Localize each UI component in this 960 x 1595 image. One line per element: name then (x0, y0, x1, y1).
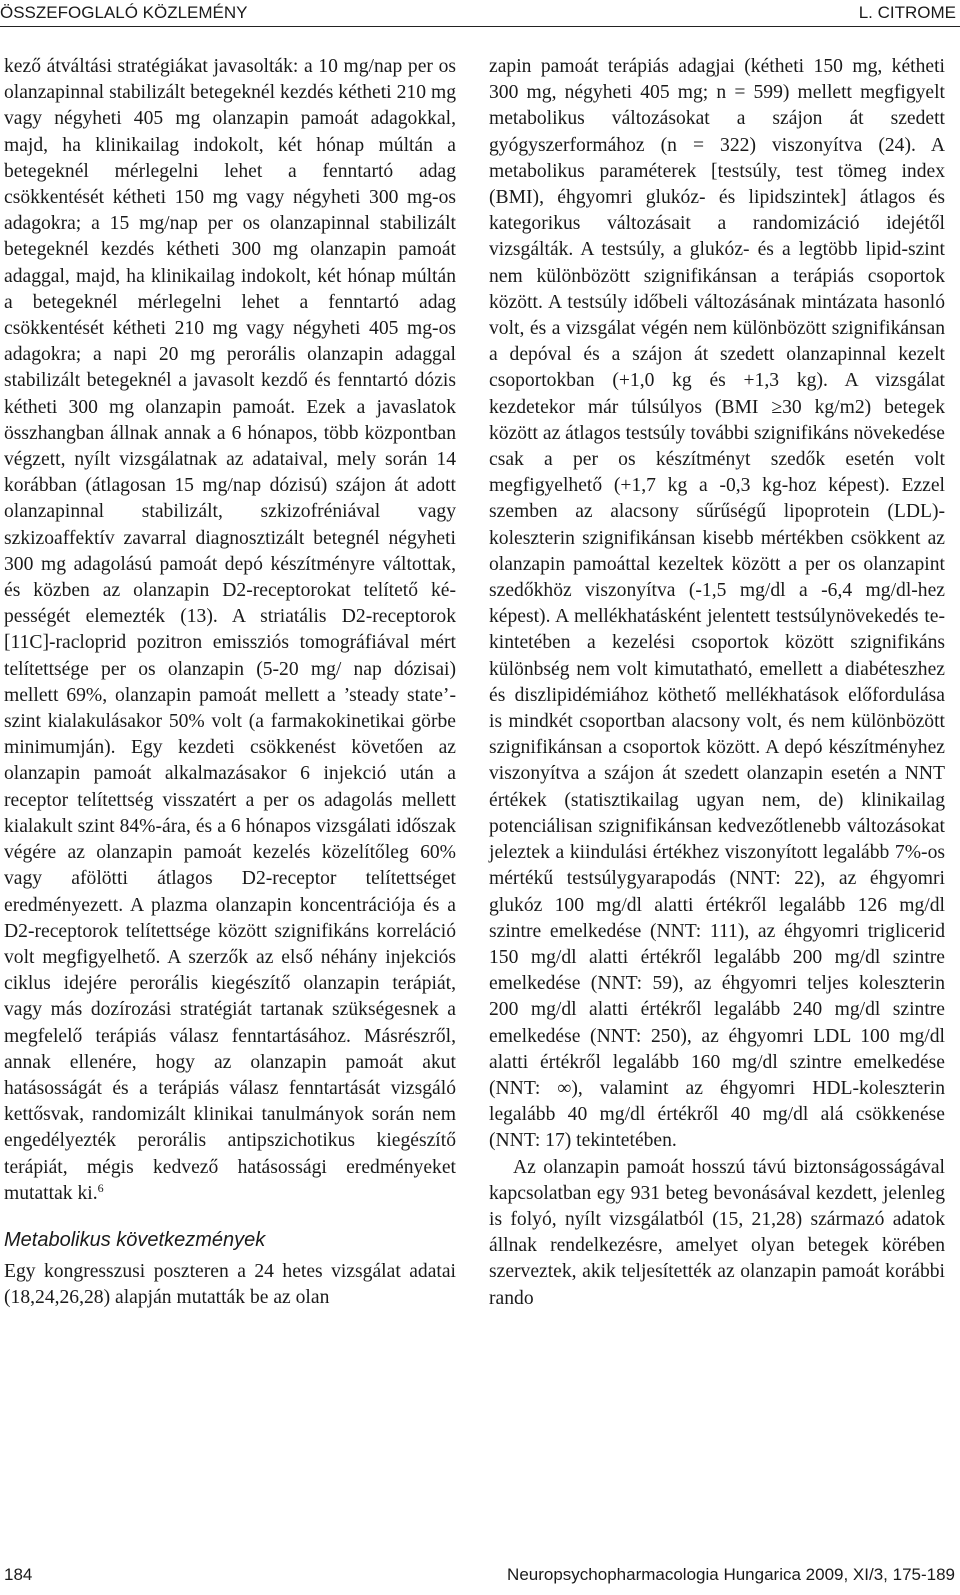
right-column (489, 54, 945, 1312)
left-paragraph-2: Egy kongresszusi poszteren a 24 hetes vizsgálat adatai (18,24,26,28) alapján mutatták be az olan (4, 1260, 456, 1309)
right-paragraph-2: Az olanzapin pamoát hosszú távú biztonságosságával kapcsolatban egy 931 beteg bevonásával kezdett, jelenleg is folyó, nyílt vizsgálatból (15, 21,28) származó adatok állnak rendelkezésre, amelyet olyan betegek körében szerveztek, akik teljesítették az olanzapin pamoát korábbi rando (489, 1156, 945, 1309)
right-paragraph-1: zapin pamoát terápiás adagjai (kétheti 150 mg, kétheti 300 mg, négyheti 405 mg; n = 599) mellett megfigyelt metabolikus változásokat a szájon át szedett gyógyszerformához (n = 322) viszonyítva (24). A metabolikus paraméterek [testsúly, test tömeg index (BMI), éhgyomri glukóz- és lipidszintek] átlagos és kategorikus változásait a randomizáció idejétől vizsgálták. A testsúly, a glukóz- és a legtöbb lipid-szint nem különbözött szignifikánsan a terápiás csoportok között. A testsúly időbeli változásának mintázata hasonló volt, és a vizsgálat végén nem különbözött szignifikánsan a depóval és a szájon át szedett olanzapinnal kezelt csoportokban (+1,0 kg és +1,3 kg). A vizsgálat kezdetekor már túlsúlyos (BMI ≥30 kg/m2) betegek között az átlagos testsúly további szignifikáns növekedése csak a per os készítményt szedők esetén volt megfigyelhető (+1,7 kg a -0,3 kg-hoz képest). Ezzel szemben az alacsony sűrűségű lipoprotein (LDL)-koleszterin szignifikánsan kisebb mértékben csökkent az olanzapin pamoáttal kezeltek között a per os olanzapint szedőkhöz viszonyítva (-1,5 mg/dl a -6,4 mg/dl-hez képest). A mellékhatásként jelentett testsúlynövekedés tekintetében a kezelési csoportok között szignifikáns különbség nem volt kimutatható, emellett a diabéteszhez és diszlipidémiához köthető mellékhatások előfordulása is mindkét csoportban alacsony volt, és nem különbözött szignifikánsan a csoportok között. A depó készítményhez viszonyítva a szájon át szedett olanzapin esetén a NNT értékek (statisztikailag ugyan nem, de) klinikailag potenciálisan szignifikánsan kedvezőtlenebb változásokat jeleztek a kiindulási értékhez viszonyított legalább 7%-os mértékű testsúlygyarapodás (NNT: 22), az éhgyomri glukóz 100 mg/dl alatti értékről legalább 126 mg/dl szintre emelkedése (NNT: 111), az éhgyomri triglicerid 150 mg/dl alatti értékről legalább 200 mg/dl szintre emelkedése (NNT: 59), az éhgyomri teljes koleszterin 200 mg/dl alatti értékről legalább 240 mg/dl szintre emelkedése (NNT: 250), az éhgyomri LDL 100 mg/dl alatti értékről legalább 160 mg/dl szintre emelkedése (NNT: ∞), valamint az éhgyomri HDL-koleszterin legalább 40 mg/dl értékről 40 mg/dl alá csökkenése (NNT: 17) tekintetében. (489, 56, 945, 1152)
running-header (0, 0, 960, 27)
left-paragraph-1 (4, 54, 456, 1207)
header-author: L. CITROME (858, 3, 956, 22)
journal-citation: Neuropsychopharmacologia Hungarica 2009, XI/3, 175-189 (507, 1565, 955, 1584)
section-heading: Metabolikus következmények (4, 1228, 266, 1251)
running-footer (0, 1562, 960, 1588)
left-column (4, 54, 456, 1311)
page-number: 184 (4, 1565, 33, 1584)
reference-superscript: 6 (97, 1180, 104, 1195)
header-section-label: ÖSSZEFOGLALÓ KÖZLEMÉNY (0, 3, 248, 22)
left-paragraph-1-text: kező átváltási stratégiákat javasolták: a 10 mg/nap per os olanzapinnal stabilizált betegeknél kezdés kétheti 210 mg vagy négyheti 405 mg olanzapin pamoát adagokkal, majd, ha klinikailag indokolt, két hónap múltán a betegeknél mérlegelni lehet a fenntartó adag csökkentését kétheti 150 mg vagy négyheti 300 mg-os adagokra; a 15 mg/nap per os olanzapinnal stabilizált betegeknél kezdés kétheti 300 mg olanzapin pamoát adaggal, majd, ha klinikailag indokolt, két hónap múltán a betegeknél mérlegelni lehet a fenntartó adag csökkentését kétheti 210 mg vagy négyheti 405 mg-os adagokra; a napi 20 mg perorális olanzapin adaggal stabilizált betegeknél a javasolt kezdő és fenntartó dózis kétheti 300 mg olanzapin pamoát. Ezek a javaslatok összhangban állnak annak a 6 hónapos, több központban végzett, nyílt vizsgálatnak az adataival, mely során 14 korábban (átlagosan 15 mg/nap dózisú) szájon át adott olanzapinnal stabilizált, szkizofréniával vagy szkizoaffektív zavarral diagnosztizált betegnél négyheti 300 mg adagolású pamoát depó készítményre váltottak, és közben az olanzapin D2-receptorokat telítető képességét elemezték (13). A striatális D2-receptorok [11C]-racloprid pozitron emissziós tomográfiával mért telítettsége per os olanzapin (5-20 mg/ nap dózisai) mellett 69%, olanzapin pamoát mellett a ’steady state’-szint kialakulásakor 50% volt (a farmakokinetikai görbe minimumján). Egy kezdeti csökkenést követően az olanzapin pamoát alkalmazásakor 6 injekció után a receptor telítettség visszatért a per os adagolás mellett kialakult szint 84%-ára, és a 6 hónapos vizsgálati időszak végére az olanzapin pamoát kezelés közelítőleg 60% vagy afölötti átlagos D2-receptor telítettséget eredményezett. A plazma olanzapin koncentrációja és a D2-receptorok telítettsége között szignifikáns korreláció volt megfigyelhető. A szerzők az első néhány injekciós ciklus idejére perorális kiegészítő olanzapin terápiát, vagy más dozírozási stratégiát tartanak szükségesnek a megfelelő terápiás válasz fenntartásához. Másrészről, annak ellenére, hogy az olanzapin pamoát akut hatásosságát és a terápiás válasz fenntartását vizsgáló kettősvak, randomizált klinikai tanulmányok során nem engedélyezték perorális antipszichotikus kiegészítő terápiát, mégis kedvező hatásossági eredményeket mutattak ki. (4, 56, 456, 1204)
